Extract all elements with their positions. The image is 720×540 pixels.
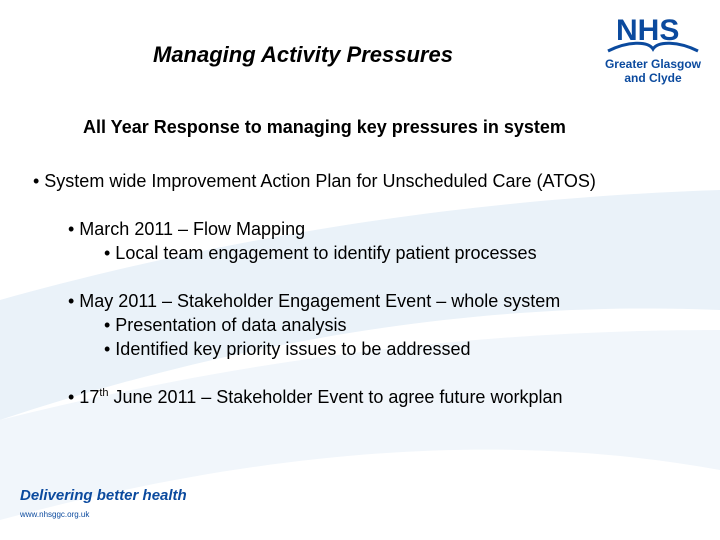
slide-subtitle: All Year Response to managing key pressures in system	[83, 117, 566, 137]
bullet-level2	[68, 387, 562, 408]
bullet-level3: • Identified key priority issues to be addressed	[104, 339, 471, 359]
bullet-text-prefix: • 17	[68, 387, 100, 407]
logo-org-line2: and Clyde	[624, 71, 682, 85]
slide-title: Managing Activity Pressures	[153, 42, 453, 67]
nhs-wave-icon	[603, 39, 703, 59]
nhs-logo	[603, 14, 703, 86]
bullet-level3: • Local team engagement to identify patient processes	[104, 243, 537, 263]
bullet-level2: • March 2011 – Flow Mapping	[68, 219, 306, 239]
bullet-level2: • May 2011 – Stakeholder Engagement Event – whole system	[68, 291, 561, 311]
footer-tagline: Delivering better health	[20, 487, 187, 504]
bullet-text-suffix: June 2011 – Stakeholder Event to agree future workplan	[108, 387, 563, 407]
ordinal-superscript: th	[99, 387, 109, 399]
nhs-logo-text: NHS	[616, 14, 680, 47]
logo-org-line1: Greater Glasgow	[604, 57, 702, 71]
bullet-level1: • System wide Improvement Action Plan for Unscheduled Care (ATOS)	[33, 171, 596, 191]
bullet-level3: • Presentation of data analysis	[104, 315, 347, 335]
footer-url: www.nhsggc.org.uk	[20, 510, 90, 519]
